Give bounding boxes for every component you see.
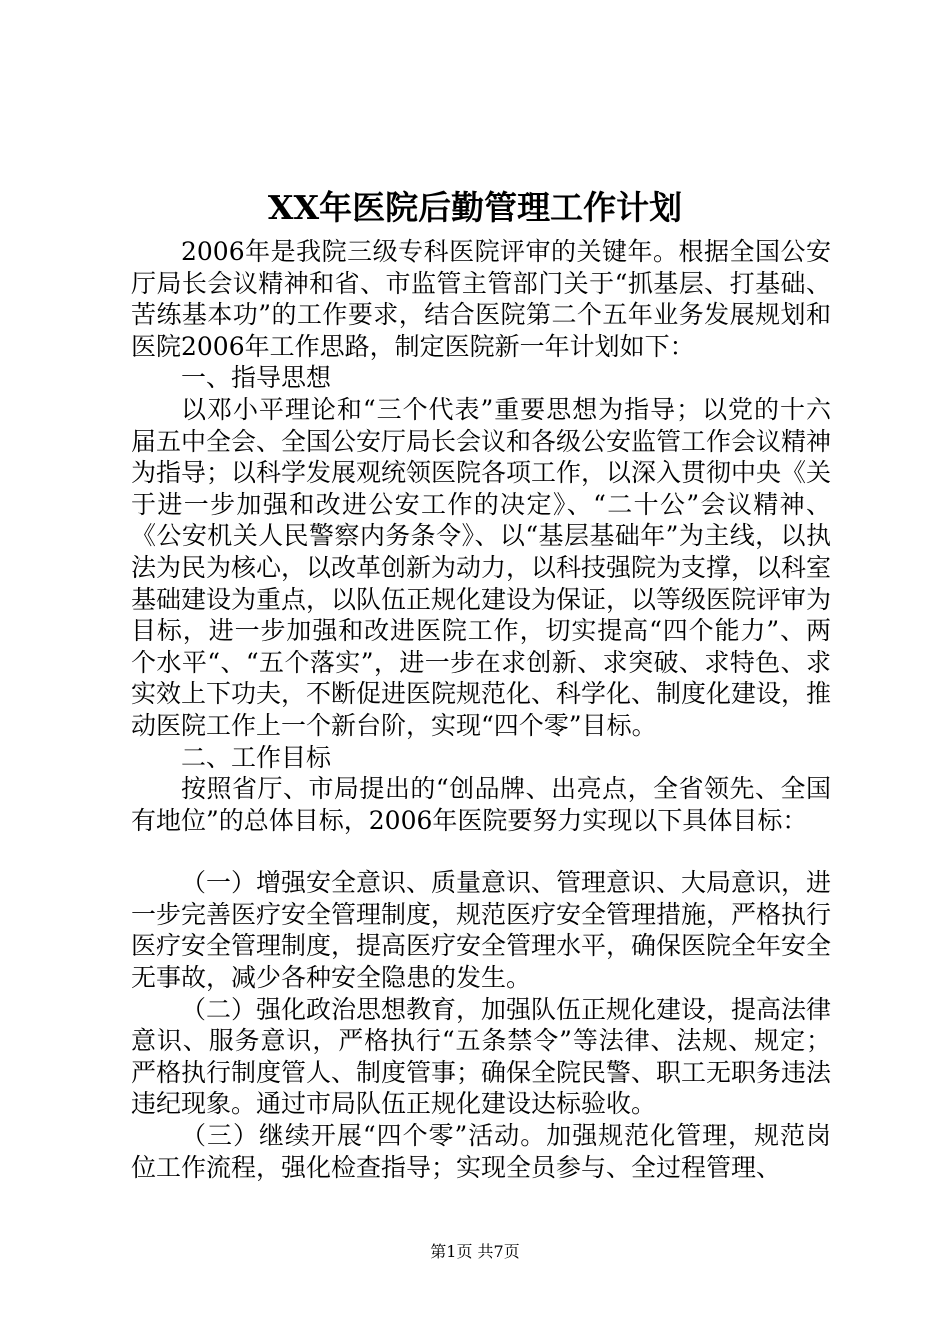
- guiding-ideology-paragraph: 以邓小平理论和“三个代表”重要思想为指导；以党的十六届五中全会、全国公安厅局长会议和各级公安监管工作会议精神为指导；以科学发展观统领医院各项工作，以深入贯彻中央《关于进一步加强和改进公安工作的决定》、“二十公”会议精神、《公安机关人民警察内务条令》、以“基层基础年”为主线，以执法为民为核心，以改革创新为动力，以科技强院为支撑，以科室基础建设为重点，以队伍正规化建设为保证，以等级医院评审为目标，进一步加强和改进医院工作，切实提高“四个能力”、两个水平“、“五个落实”，进一步在求创新、求突破、求特色、求实效上下功夫，不断促进医院规范化、科学化、制度化建设，推动医院工作上一个新台阶，实现“四个零”目标。: [131, 394, 832, 740]
- goal-item-2: （二）强化政治思想教育，加强队伍正规化建设，提高法律意识、服务意识，严格执行“五条禁令”等法律、法规、规定；严格执行制度管人、制度管事；确保全院民警、职工无职务违法违纪现象。通过市局队伍正规化建设达标验收。: [131, 994, 832, 1119]
- document-body: [131, 236, 831, 1183]
- document-title: XX年医院后勤管理工作计划: [267, 188, 683, 227]
- intro-paragraph: 2006年是我院三级专科医院评审的关键年。根据全国公安厅局长会议精神和省、市监管主管部门关于“抓基层、打基础、苦练基本功”的工作要求，结合医院第二个五年业务发展规划和医院2006年工作思路，制定医院新一年计划如下：: [131, 237, 831, 361]
- page-number-footer: 第1页 共7页: [430, 1242, 520, 1261]
- section-heading-work-goals: 二、工作目标: [181, 742, 332, 772]
- goal-item-3: （三）继续开展“四个零”活动。加强规范化管理，规范岗位工作流程，强化检查指导；实现全员参与、全过程管理、: [131, 1121, 831, 1182]
- goal-item-1: （一）增强安全意识、质量意识、管理意识、大局意识，进一步完善医疗安全管理制度，规范医疗安全管理措施，严格执行医疗安全管理制度，提高医疗安全管理水平，确保医院全年安全无事故，减少各种安全隐患的发生。: [131, 868, 832, 993]
- work-goals-paragraph: 按照省厅、市局提出的“创品牌、出亮点，全省领先、全国有地位”的总体目标，2006年医院要努力实现以下具体目标：: [131, 774, 831, 835]
- section-heading-guiding-ideology: 一、指导思想: [181, 363, 332, 393]
